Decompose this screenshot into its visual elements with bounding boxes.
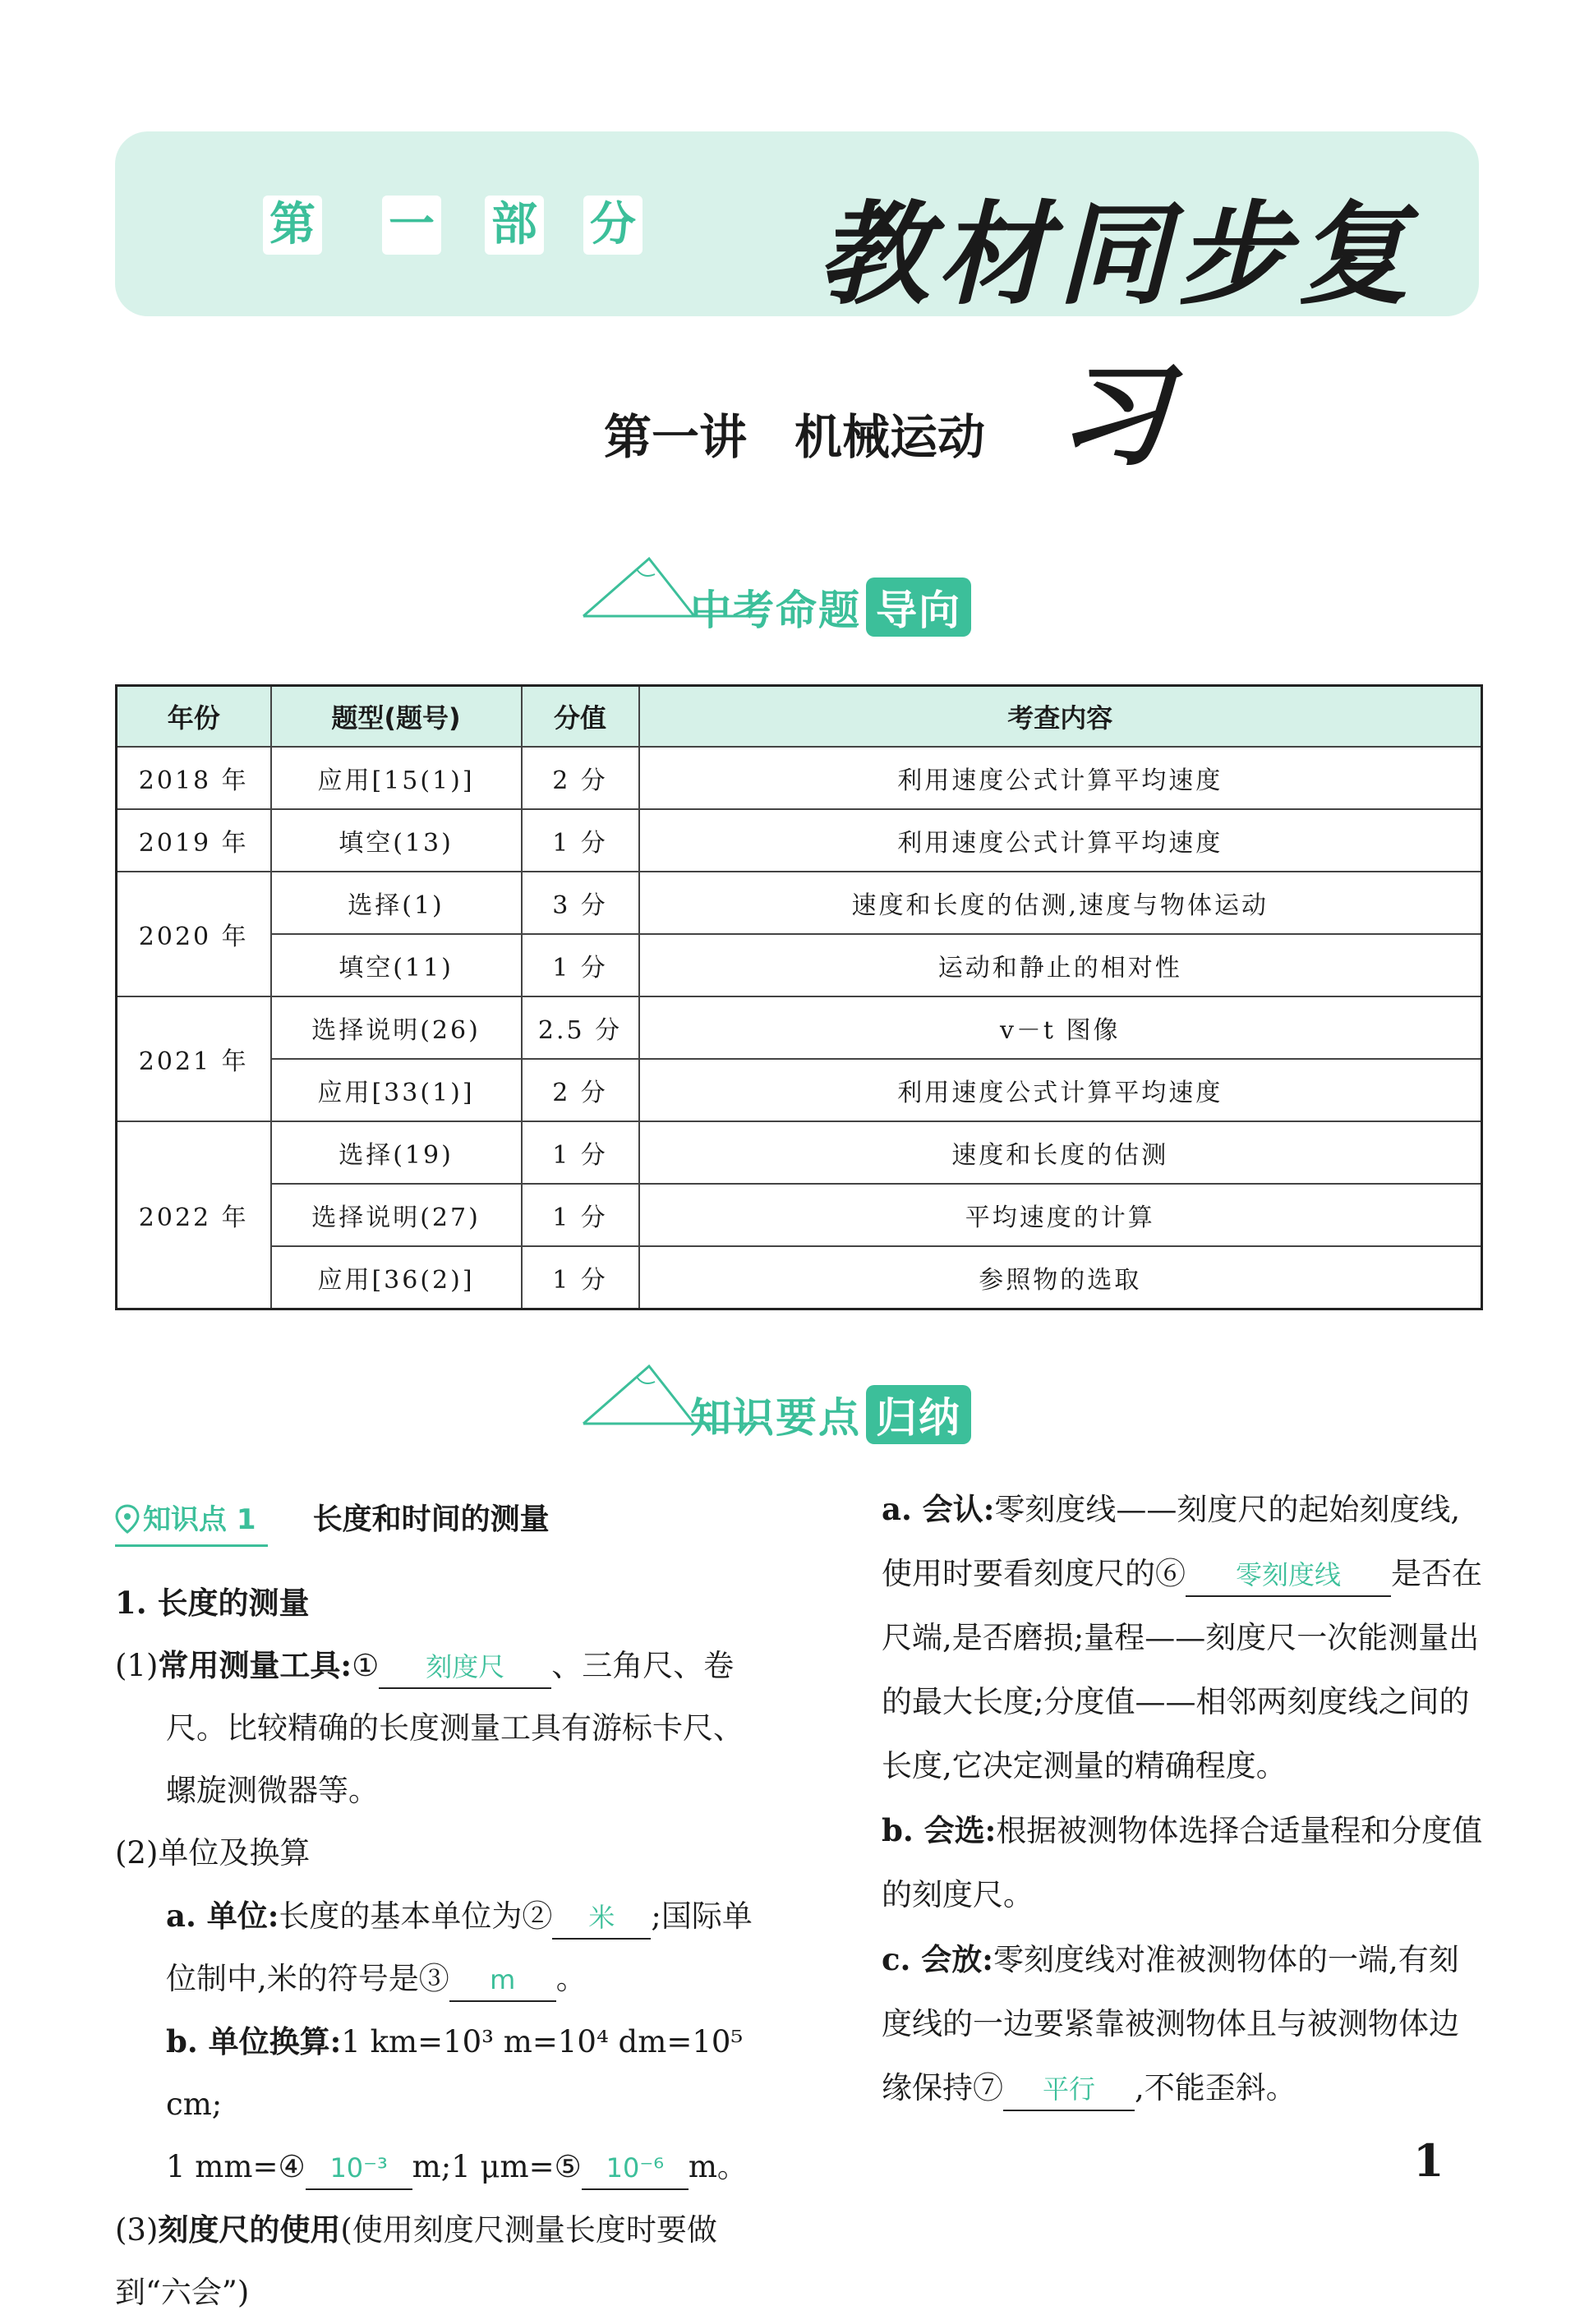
type-cell: 填空(13) — [271, 809, 522, 872]
score-cell: 2 分 — [522, 1059, 639, 1121]
score-cell: 1 分 — [522, 809, 639, 872]
page-number: 1 — [1413, 2134, 1444, 2187]
exam-analysis-table — [115, 684, 1483, 1310]
paragraph-select: b. 会选:根据被测物体选择合适量程和分度值的刻度尺。 — [882, 1812, 1483, 1912]
type-cell: 应用[33(1)] — [271, 1059, 522, 1121]
section-title: 知识要点 — [690, 1394, 861, 1442]
score-cell: 1 分 — [522, 1121, 639, 1184]
section-badge: 导向 — [866, 578, 971, 637]
score-cell: 3 分 — [522, 872, 639, 934]
answer-blank: 零刻度线 — [1186, 1554, 1391, 1597]
table-row — [117, 1121, 1482, 1184]
left-column — [115, 1572, 772, 2324]
content-cell: 参照物的选取 — [639, 1246, 1482, 1309]
type-cell: 选择(19) — [271, 1121, 522, 1184]
answer-blank: 10⁻⁶ — [582, 2147, 689, 2190]
section-badge: 归纳 — [866, 1385, 971, 1444]
table-row — [117, 1184, 1482, 1246]
part-char: 分 — [583, 196, 643, 255]
section-title: 中考命题 — [690, 587, 861, 634]
type-cell: 选择说明(26) — [271, 996, 522, 1059]
paragraph-conversion: b. 单位换算:1 km=10³ m=10⁴ dm=10⁵ cm; 1 mm=④ 10⁻³ m;1 μm=⑤ 10⁻⁶ m。 — [115, 2010, 772, 2198]
score-cell: 1 分 — [522, 934, 639, 996]
content-cell: 速度和长度的估测 — [639, 1121, 1482, 1184]
column-header: 分值 — [522, 686, 639, 748]
content-cell: 速度和长度的估测,速度与物体运动 — [639, 872, 1482, 934]
content-cell: 利用速度公式计算平均速度 — [639, 809, 1482, 872]
table-row — [117, 1059, 1482, 1121]
year-cell: 2022 年 — [117, 1121, 271, 1309]
type-cell: 填空(11) — [271, 934, 522, 996]
paragraph-tools-cont: 尺。比较精确的长度测量工具有游标卡尺、螺旋测微器等。 — [166, 1710, 744, 1808]
table-row — [117, 934, 1482, 996]
lecture-title: 第一讲 机械运动 — [603, 409, 985, 465]
content-cell: v－t 图像 — [639, 996, 1482, 1059]
table-row — [117, 996, 1482, 1059]
table-row — [117, 1246, 1482, 1309]
content-cell: 利用速度公式计算平均速度 — [639, 1059, 1482, 1121]
answer-blank: 平行 — [1003, 2069, 1135, 2111]
knowledge-point-label: 知识点 1 — [143, 1503, 256, 1536]
section-header-knowledge — [579, 1354, 1039, 1444]
type-cell: 选择(1) — [271, 872, 522, 934]
right-column — [882, 1477, 1485, 2120]
answer-blank: m — [449, 1959, 556, 2002]
paragraph-place: c. 会放:零刻度线对准被测物体的一端,有刻度线的一边要紧靠被测物体且与被测物体边缘保持⑦ 平行 ,不能歪斜。 — [882, 1927, 1485, 2120]
knowledge-point-title: 长度和时间的测量 — [312, 1503, 550, 1536]
paragraph-unit: a. 单位:长度的基本单位为② 米 ;国际单位制中,米的符号是③ m 。 — [115, 1885, 772, 2010]
answer-blank: 刻度尺 — [379, 1646, 551, 1689]
content-cell: 运动和静止的相对性 — [639, 934, 1482, 996]
type-cell: 应用[15(1)] — [271, 747, 522, 809]
content-cell: 利用速度公式计算平均速度 — [639, 747, 1482, 809]
type-cell: 应用[36(2)] — [271, 1246, 522, 1309]
score-cell: 1 分 — [522, 1184, 639, 1246]
paragraph-units-heading: (2)单位及换算 — [115, 1835, 311, 1871]
table-row — [117, 809, 1482, 872]
column-header: 题型(题号) — [271, 686, 522, 748]
paragraph-tools: (1)常用测量工具:① 刻度尺 、三角尺、卷 — [115, 1634, 772, 1697]
map-pin-icon — [115, 1504, 140, 1534]
score-cell: 2.5 分 — [522, 996, 639, 1059]
year-cell: 2018 年 — [117, 747, 271, 809]
table-header-row — [117, 686, 1482, 748]
year-cell: 2021 年 — [117, 996, 271, 1121]
answer-blank: 米 — [552, 1897, 651, 1940]
type-cell: 选择说明(27) — [271, 1184, 522, 1246]
table-row — [117, 872, 1482, 934]
column-header: 考查内容 — [639, 686, 1482, 748]
part-char: 第 — [263, 196, 322, 255]
knowledge-point-heading — [115, 1495, 550, 1544]
knowledge-point-tag — [115, 1495, 268, 1547]
subsection-heading: 1. 长度的测量 — [115, 1585, 310, 1621]
score-cell: 1 分 — [522, 1246, 639, 1309]
table-row — [117, 747, 1482, 809]
part-char: 一 — [382, 196, 441, 255]
score-cell: 2 分 — [522, 747, 639, 809]
paragraph-recognize: a. 会认:零刻度线——刻度尺的起始刻度线,使用时要看刻度尺的⑥ 零刻度线 是否在尺端,是否磨损;量程——刻度尺一次能测量出的最大长度;分度值——相邻两刻度线之间的长度,它决定测量的精确程度。 — [882, 1491, 1482, 1783]
answer-blank: 10⁻³ — [306, 2147, 412, 2190]
column-header: 年份 — [117, 686, 271, 748]
banner-title: 教材同步复习 — [818, 189, 1417, 481]
year-cell: 2019 年 — [117, 809, 271, 872]
year-cell: 2020 年 — [117, 872, 271, 996]
content-cell: 平均速度的计算 — [639, 1184, 1482, 1246]
part-char: 部 — [485, 196, 544, 255]
paragraph-ruler-use: (3)刻度尺的使用(使用刻度尺测量长度时要做到“六会”) — [115, 2211, 717, 2310]
section-header-exam-guide — [579, 546, 1039, 637]
